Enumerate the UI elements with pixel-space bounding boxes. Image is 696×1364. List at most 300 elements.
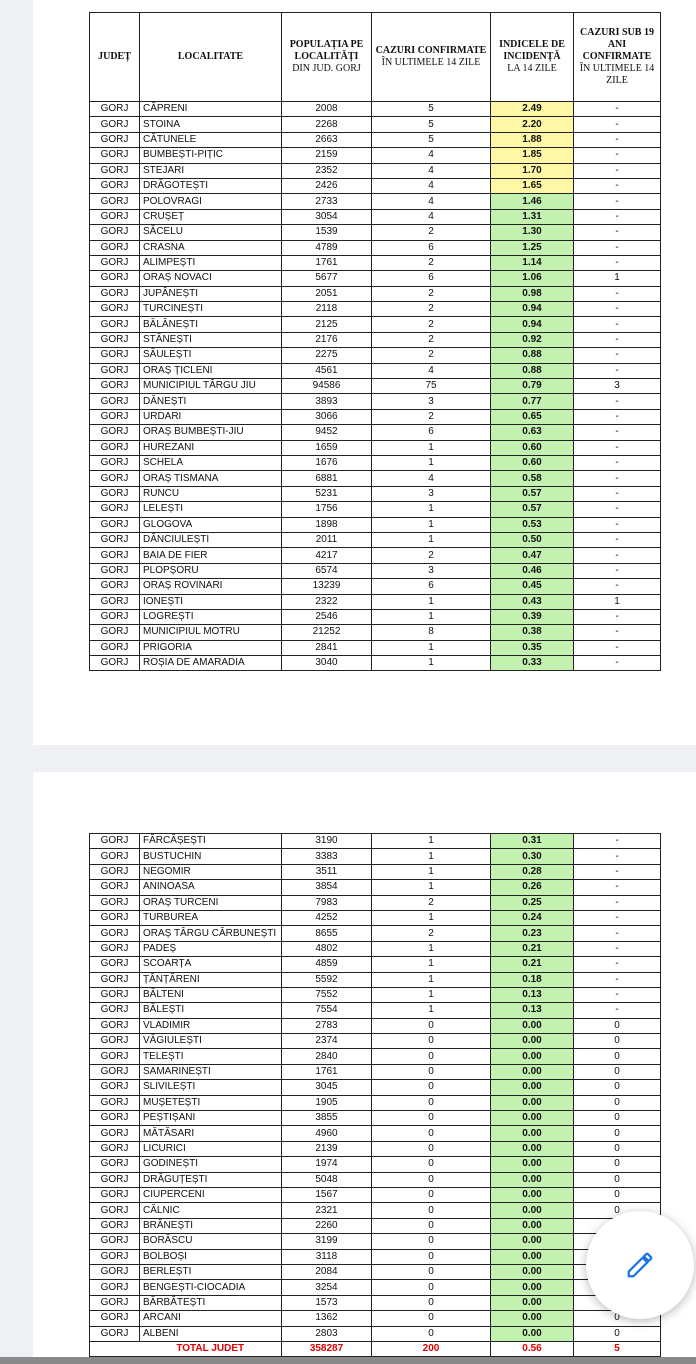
cell-cazuri: 3 [372,394,491,409]
cell-sub19: - [574,864,661,879]
cell-cazuri: 4 [372,148,491,163]
table-row [90,302,661,317]
cell-populatie: 4561 [282,363,372,378]
header-judet: JUDEȚ [90,13,140,102]
cell-cazuri: 2 [372,926,491,941]
cell-judet: GORJ [90,1157,140,1172]
edit-fab-button[interactable] [586,1211,694,1319]
cell-judet: GORJ [90,117,140,132]
table-row [90,1049,661,1064]
cell-judet: GORJ [90,548,140,563]
cell-populatie: 1905 [282,1095,372,1110]
table-row [90,926,661,941]
table-row [90,225,661,240]
cell-sub19: - [574,1003,661,1018]
cell-localitate: STĂNEȘTI [140,332,282,347]
cell-indice: 0.94 [491,317,574,332]
header-indicele: INDICELE DE INCIDENȚĂ LA 14 ZILE [491,13,574,102]
table-row [90,240,661,255]
cell-populatie: 3054 [282,209,372,224]
cell-sub19: - [574,910,661,925]
table-row [90,1326,661,1341]
cell-cazuri: 0 [372,1295,491,1310]
table-row [90,440,661,455]
table-row [90,640,661,655]
cell-localitate: PLOPȘORU [140,563,282,578]
cell-populatie: 5231 [282,486,372,501]
cell-sub19: - [574,640,661,655]
cell-judet: GORJ [90,486,140,501]
cell-cazuri: 0 [372,1095,491,1110]
cell-cazuri: 0 [372,1018,491,1033]
table-row [90,579,661,594]
cell-cazuri: 4 [372,194,491,209]
cell-judet: GORJ [90,1049,140,1064]
cell-sub19: - [574,625,661,640]
cell-indice: 0.26 [491,880,574,895]
cell-indice: 1.70 [491,163,574,178]
cell-cazuri: 0 [372,1049,491,1064]
cell-judet: GORJ [90,1126,140,1141]
cell-cazuri: 1 [372,987,491,1002]
cell-judet: GORJ [90,864,140,879]
cell-judet: GORJ [90,1203,140,1218]
cell-indice: 0.47 [491,548,574,563]
cell-sub19: 0 [574,1311,661,1326]
table-row [90,409,661,424]
cell-judet: GORJ [90,1187,140,1202]
cell-indice: 1.88 [491,132,574,147]
cell-cazuri: 1 [372,864,491,879]
cell-indice: 0.63 [491,425,574,440]
cell-indice: 0.92 [491,332,574,347]
cell-judet: GORJ [90,425,140,440]
cell-localitate: ORAȘ TISMANA [140,471,282,486]
table-row [90,1126,661,1141]
cell-localitate: TELEȘTI [140,1049,282,1064]
cell-localitate: PEȘTIȘANI [140,1111,282,1126]
table-row [90,148,661,163]
cell-localitate: IONEȘTI [140,594,282,609]
table-row [90,486,661,501]
cell-judet: GORJ [90,563,140,578]
cell-populatie: 6574 [282,563,372,578]
cell-cazuri: 1 [372,1003,491,1018]
table-row [90,379,661,394]
cell-populatie: 2352 [282,163,372,178]
cell-cazuri: 2 [372,548,491,563]
cell-localitate: ALBENI [140,1326,282,1341]
cell-populatie: 7552 [282,987,372,1002]
cell-populatie: 9452 [282,425,372,440]
cell-localitate: CĂLNIC [140,1203,282,1218]
table-row [90,1157,661,1172]
cell-localitate: SĂULEȘTI [140,348,282,363]
incidence-table-page-2 [89,833,661,1357]
cell-localitate: NEGOMIR [140,864,282,879]
table-row [90,1264,661,1279]
cell-judet: GORJ [90,926,140,941]
cell-indice: 1.25 [491,240,574,255]
cell-cazuri: 0 [372,1264,491,1279]
cell-indice: 0.94 [491,302,574,317]
cell-judet: GORJ [90,1111,140,1126]
table-row [90,1187,661,1202]
table-row [90,972,661,987]
cell-cazuri: 0 [372,1203,491,1218]
cell-sub19: - [574,178,661,193]
cell-judet: GORJ [90,178,140,193]
cell-sub19: - [574,363,661,378]
cell-sub19: 0 [574,1034,661,1049]
table-row [90,1280,661,1295]
cell-localitate: DRĂGUȚEȘTI [140,1172,282,1187]
cell-cazuri: 4 [372,163,491,178]
cell-indice: 0.60 [491,455,574,470]
cell-indice: 0.28 [491,864,574,879]
cell-populatie: 1761 [282,255,372,270]
cell-sub19: - [574,148,661,163]
cell-judet: GORJ [90,194,140,209]
cell-judet: GORJ [90,132,140,147]
total-row [90,1341,661,1356]
cell-sub19: - [574,425,661,440]
cell-cazuri: 0 [372,1311,491,1326]
cell-populatie: 4789 [282,240,372,255]
cell-indice: 0.00 [491,1295,574,1310]
cell-localitate: MĂTĂSARI [140,1126,282,1141]
cell-indice: 0.00 [491,1141,574,1156]
cell-indice: 0.43 [491,594,574,609]
cell-judet: GORJ [90,225,140,240]
table-row [90,563,661,578]
cell-cazuri: 2 [372,317,491,332]
cell-indice: 0.45 [491,579,574,594]
cell-indice: 0.13 [491,1003,574,1018]
cell-localitate: GODINEȘTI [140,1157,282,1172]
cell-sub19: 0 [574,1187,661,1202]
cell-populatie: 1659 [282,440,372,455]
cell-cazuri: 0 [372,1280,491,1295]
cell-populatie: 4960 [282,1126,372,1141]
cell-cazuri: 0 [372,1126,491,1141]
cell-populatie: 2426 [282,178,372,193]
cell-indice: 0.98 [491,286,574,301]
cell-sub19: - [574,102,661,117]
table-row [90,178,661,193]
cell-judet: GORJ [90,455,140,470]
cell-localitate: MUNICIPIUL MOTRU [140,625,282,640]
header-cazuri: CAZURI CONFIRMATE ÎN ULTIMELE 14 ZILE [372,13,491,102]
cell-localitate: CRASNA [140,240,282,255]
cell-judet: GORJ [90,1064,140,1079]
cell-judet: GORJ [90,102,140,117]
cell-localitate: TURCINEȘTI [140,302,282,317]
cell-cazuri: 0 [372,1218,491,1233]
cell-cazuri: 0 [372,1034,491,1049]
cell-cazuri: 8 [372,625,491,640]
cell-indice: 0.00 [491,1187,574,1202]
cell-cazuri: 1 [372,656,491,671]
cell-localitate: BENGEȘTI-CIOCADIA [140,1280,282,1295]
table-row [90,880,661,895]
table-row [90,209,661,224]
cell-sub19: - [574,987,661,1002]
cell-cazuri: 3 [372,563,491,578]
cell-cazuri: 1 [372,455,491,470]
table-row [90,1172,661,1187]
cell-judet: GORJ [90,163,140,178]
cell-populatie: 13239 [282,579,372,594]
cell-judet: GORJ [90,255,140,270]
cell-judet: GORJ [90,941,140,956]
cell-populatie: 2840 [282,1049,372,1064]
cell-localitate: BĂRBĂTEȘTI [140,1295,282,1310]
table-row [90,286,661,301]
cell-localitate: MUNICIPIUL TÂRGU JIU [140,379,282,394]
cell-populatie: 3190 [282,834,372,849]
table-row [90,1311,661,1326]
cell-indice: 0.53 [491,517,574,532]
cell-indice: 0.00 [491,1034,574,1049]
cell-localitate: VLADIMIR [140,1018,282,1033]
table-row [90,348,661,363]
table-row [90,532,661,547]
cell-indice: 0.31 [491,834,574,849]
cell-localitate: ALIMPEȘTI [140,255,282,270]
total-under19: 5 [574,1341,661,1356]
cell-populatie: 2663 [282,132,372,147]
cell-indice: 0.00 [491,1311,574,1326]
cell-judet: GORJ [90,1172,140,1187]
cell-indice: 0.00 [491,1064,574,1079]
total-population: 358287 [282,1341,372,1356]
cell-populatie: 2260 [282,1218,372,1233]
table-row [90,163,661,178]
table-row [90,910,661,925]
cell-populatie: 3066 [282,409,372,424]
cell-judet: GORJ [90,317,140,332]
table-row [90,394,661,409]
cell-judet: GORJ [90,834,140,849]
cell-sub19: - [574,132,661,147]
cell-sub19: - [574,455,661,470]
cell-sub19: 0 [574,1203,661,1218]
table-row [90,455,661,470]
cell-cazuri: 1 [372,440,491,455]
cell-localitate: VĂGIULEȘTI [140,1034,282,1049]
cell-populatie: 4802 [282,941,372,956]
cell-populatie: 3383 [282,849,372,864]
cell-populatie: 2322 [282,594,372,609]
cell-sub19: - [574,332,661,347]
cell-cazuri: 1 [372,972,491,987]
cell-indice: 0.13 [491,987,574,1002]
cell-sub19: 1 [574,594,661,609]
cell-sub19: - [574,880,661,895]
cell-judet: GORJ [90,1311,140,1326]
cell-populatie: 3511 [282,864,372,879]
cell-sub19: 0 [574,1326,661,1341]
cell-cazuri: 2 [372,409,491,424]
cell-judet: GORJ [90,1326,140,1341]
cell-sub19: - [574,348,661,363]
cell-judet: GORJ [90,972,140,987]
cell-indice: 0.57 [491,486,574,501]
cell-localitate: JUPÂNEȘTI [140,286,282,301]
cell-localitate: ROȘIA DE AMARADIA [140,656,282,671]
cell-populatie: 3040 [282,656,372,671]
cell-populatie: 3254 [282,1280,372,1295]
cell-sub19: 0 [574,1141,661,1156]
cell-localitate: ȚÂNȚĂRENI [140,972,282,987]
cell-sub19: 0 [574,1157,661,1172]
cell-sub19: - [574,895,661,910]
table-row [90,132,661,147]
cell-judet: GORJ [90,471,140,486]
cell-localitate: PADEȘ [140,941,282,956]
cell-populatie: 4859 [282,957,372,972]
cell-localitate: SCHELA [140,455,282,470]
cell-cazuri: 1 [372,941,491,956]
table-row [90,548,661,563]
cell-judet: GORJ [90,440,140,455]
cell-populatie: 7983 [282,895,372,910]
table-row [90,957,661,972]
cell-judet: GORJ [90,209,140,224]
cell-populatie: 1898 [282,517,372,532]
cell-cazuri: 5 [372,102,491,117]
incidence-table-page-1 [89,12,661,671]
cell-populatie: 1676 [282,455,372,470]
cell-judet: GORJ [90,379,140,394]
cell-sub19: - [574,548,661,563]
cell-sub19: - [574,286,661,301]
table-row [90,117,661,132]
table-row [90,1018,661,1033]
cell-cazuri: 1 [372,910,491,925]
cell-sub19: - [574,486,661,501]
cell-judet: GORJ [90,1003,140,1018]
cell-indice: 1.31 [491,209,574,224]
cell-cazuri: 6 [372,425,491,440]
cell-populatie: 2803 [282,1326,372,1341]
table-row [90,656,661,671]
cell-populatie: 2546 [282,609,372,624]
cell-indice: 0.00 [491,1049,574,1064]
cell-populatie: 1756 [282,502,372,517]
cell-judet: GORJ [90,895,140,910]
cell-populatie: 1761 [282,1064,372,1079]
cell-localitate: FĂRCĂȘEȘTI [140,834,282,849]
table-row [90,609,661,624]
cell-indice: 0.00 [491,1172,574,1187]
cell-judet: GORJ [90,609,140,624]
cell-indice: 0.00 [491,1218,574,1233]
cell-localitate: MUȘETEȘTI [140,1095,282,1110]
cell-sub19: - [574,957,661,972]
cell-populatie: 2118 [282,302,372,317]
cell-localitate: ORAȘ BUMBEȘTI-JIU [140,425,282,440]
cell-sub19: - [574,225,661,240]
cell-cazuri: 0 [372,1234,491,1249]
cell-populatie: 94586 [282,379,372,394]
cell-indice: 1.30 [491,225,574,240]
cell-localitate: ORAȘ ROVINARI [140,579,282,594]
pencil-edit-icon [625,1250,655,1280]
cell-populatie: 8655 [282,926,372,941]
table-row [90,625,661,640]
cell-judet: GORJ [90,1095,140,1110]
cell-indice: 0.60 [491,440,574,455]
cell-sub19: - [574,972,661,987]
cell-indice: 0.46 [491,563,574,578]
cell-indice: 0.88 [491,363,574,378]
cell-populatie: 5048 [282,1172,372,1187]
cell-indice: 0.23 [491,926,574,941]
cell-indice: 0.00 [491,1326,574,1341]
cell-cazuri: 4 [372,209,491,224]
cell-judet: GORJ [90,517,140,532]
cell-judet: GORJ [90,1080,140,1095]
cell-cazuri: 1 [372,517,491,532]
table-row [90,1003,661,1018]
table-row [90,1218,661,1233]
cell-cazuri: 4 [372,471,491,486]
table-row [90,1141,661,1156]
document-page-1 [33,0,696,745]
cell-judet: GORJ [90,532,140,547]
cell-cazuri: 5 [372,117,491,132]
cell-judet: GORJ [90,348,140,363]
cell-populatie: 2783 [282,1018,372,1033]
cell-indice: 1.65 [491,178,574,193]
cell-judet: GORJ [90,1234,140,1249]
cell-judet: GORJ [90,880,140,895]
cell-judet: GORJ [90,409,140,424]
cell-populatie: 2321 [282,1203,372,1218]
cell-populatie: 1573 [282,1295,372,1310]
cell-indice: 0.30 [491,849,574,864]
cell-populatie: 1539 [282,225,372,240]
cell-judet: GORJ [90,363,140,378]
table-row [90,1064,661,1079]
cell-indice: 0.00 [491,1080,574,1095]
cell-cazuri: 1 [372,849,491,864]
cell-localitate: PRIGORIA [140,640,282,655]
cell-judet: GORJ [90,332,140,347]
cell-cazuri: 2 [372,255,491,270]
cell-sub19: - [574,656,661,671]
cell-judet: GORJ [90,286,140,301]
cell-sub19: - [574,117,661,132]
table-row [90,502,661,517]
cell-indice: 0.18 [491,972,574,987]
cell-judet: GORJ [90,502,140,517]
cell-sub19: - [574,502,661,517]
cell-indice: 0.65 [491,409,574,424]
cell-judet: GORJ [90,394,140,409]
cell-judet: GORJ [90,987,140,1002]
cell-cazuri: 0 [372,1157,491,1172]
cell-cazuri: 0 [372,1064,491,1079]
cell-indice: 0.79 [491,379,574,394]
cell-cazuri: 1 [372,957,491,972]
total-label: TOTAL JUDET [140,1341,282,1356]
cell-cazuri: 0 [372,1080,491,1095]
cell-indice: 1.06 [491,271,574,286]
cell-cazuri: 0 [372,1111,491,1126]
